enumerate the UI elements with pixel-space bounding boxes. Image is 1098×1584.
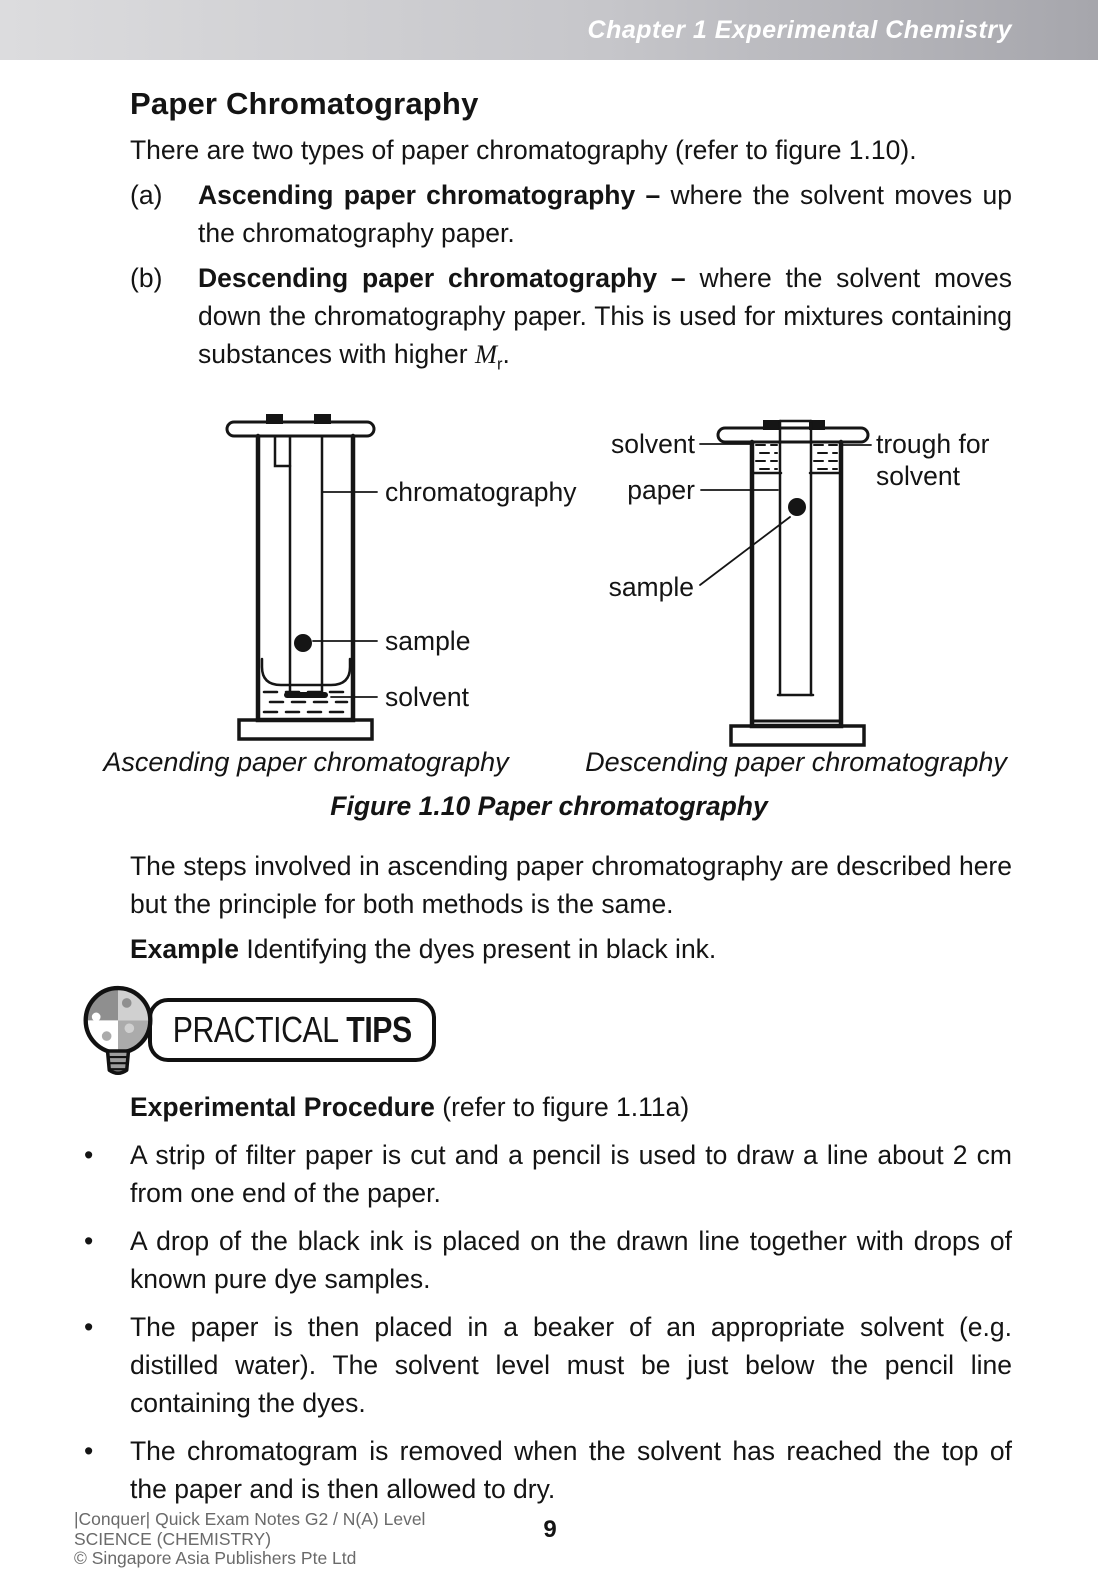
list-item (84, 1136, 1012, 1212)
steps-paragraph: The steps involved in ascending paper chromatography are described here but the principle for both methods is the same. (130, 851, 1012, 920)
list-marker-a: (a) (130, 180, 163, 210)
clip (314, 414, 331, 424)
lightbulb-puzzle-icon (74, 982, 162, 1078)
clip (266, 414, 283, 424)
label-sample: sample (608, 572, 694, 603)
gas-jar (752, 442, 841, 726)
term-ascending: Ascending paper chromatography – (198, 180, 661, 210)
example-text: Identifying the dyes present in black ink. (246, 934, 717, 965)
list-text-b (198, 259, 1012, 383)
ascending-diagram (227, 414, 377, 739)
descending-diagram (700, 420, 871, 745)
footer-line: © Singapore Asia Publishers Pte Ltd (74, 1548, 357, 1568)
list-text-a (198, 176, 1012, 252)
list-text-b-rest: where the solvent moves down the chromatography paper. This is used for mixtures containing substances with higher (198, 263, 1012, 369)
bullet-text: The chromatogram is removed when the solvent has reached the top of the paper and is then allowed to dry. (130, 1436, 1012, 1505)
practical-tips-badge (74, 982, 1012, 1078)
footer-line: |Conquer| Quick Exam Notes G2 / N(A) Level (74, 1509, 426, 1529)
list-item-a (130, 176, 1012, 252)
figure-1-10 (0, 395, 1098, 833)
label-chromatography-paper: chromatography (385, 477, 577, 508)
clip (763, 420, 779, 430)
list-item (84, 1308, 1012, 1422)
chromatography-diagrams (0, 395, 1098, 747)
label-trough-for-solvent: solvent (876, 461, 960, 492)
gas-jar-lid (227, 422, 374, 436)
gas-jar-lid (718, 428, 868, 442)
jar-inner-bottom (262, 659, 350, 685)
base-stand (239, 720, 372, 739)
procedure-heading (130, 1088, 1012, 1126)
term-descending: Descending paper chromatography – (198, 263, 686, 293)
list-item-b (130, 259, 1012, 383)
label-solvent: solvent (611, 429, 695, 460)
mr-symbol: $M_r$. (474, 339, 510, 374)
label-solvent: solvent (385, 682, 469, 713)
procedure-heading-bold: Experimental Procedure (130, 1092, 435, 1123)
bullet-text: The paper is then placed in a beaker of an appropriate solvent (e.g. distilled water). The solvent level must be just below the pencil line containing the dyes. (130, 1312, 1012, 1419)
caption-descending: Descending paper chromatography (585, 747, 1007, 778)
gas-jar (258, 436, 353, 720)
example-line (130, 930, 1012, 968)
list-item (84, 1222, 1012, 1298)
sample-spot (788, 498, 806, 516)
example-label: Example (130, 934, 240, 965)
label-paper: paper (627, 475, 695, 506)
bullet-icon: • (84, 1436, 94, 1467)
bullet-icon: • (84, 1226, 94, 1257)
bullet-text: A strip of filter paper is cut and a pencil is used to draw a line about 2 cm from one end of the paper. (130, 1140, 1012, 1209)
bullet-text: A drop of the black ink is placed on the drawn line together with drops of known pure dye samples. (130, 1226, 1012, 1295)
bullet-icon: • (84, 1140, 94, 1171)
caption-ascending: Ascending paper chromatography (103, 747, 509, 778)
label-sample: sample (385, 626, 471, 657)
base-stand (731, 726, 864, 745)
practical-tips-text: PRACTICAL TIPS (172, 1009, 412, 1051)
page-title: Paper Chromatography (130, 86, 479, 121)
intro-paragraph: There are two types of paper chromatography (refer to figure 1.10). (130, 135, 917, 165)
procedure-heading-rest: (refer to figure 1.11a) (442, 1092, 690, 1123)
footer-line: SCIENCE (CHEMISTRY) (74, 1528, 272, 1549)
chapter-header-bar (0, 0, 1098, 60)
list-item (84, 1432, 1012, 1508)
page-number: 9 (543, 1516, 557, 1543)
list-text-a-rest: where the solvent moves up the chromatography paper. (198, 180, 1012, 248)
practical-tips-pill (148, 998, 436, 1062)
sample-spot (294, 634, 312, 652)
chapter-title: Chapter 1 Experimental Chemistry (587, 15, 1012, 44)
leader-line (700, 517, 790, 585)
list-marker-b: (b) (130, 263, 163, 293)
strip-hanger (275, 436, 290, 466)
procedure-bullet-list (84, 1136, 1012, 1508)
label-trough-for-solvent: trough for (876, 429, 990, 460)
ascending-labels (385, 477, 577, 712)
publisher-footer (74, 1510, 425, 1569)
bullet-icon: • (84, 1312, 94, 1343)
figure-caption: Figure 1.10 Paper chromatography (330, 791, 768, 822)
